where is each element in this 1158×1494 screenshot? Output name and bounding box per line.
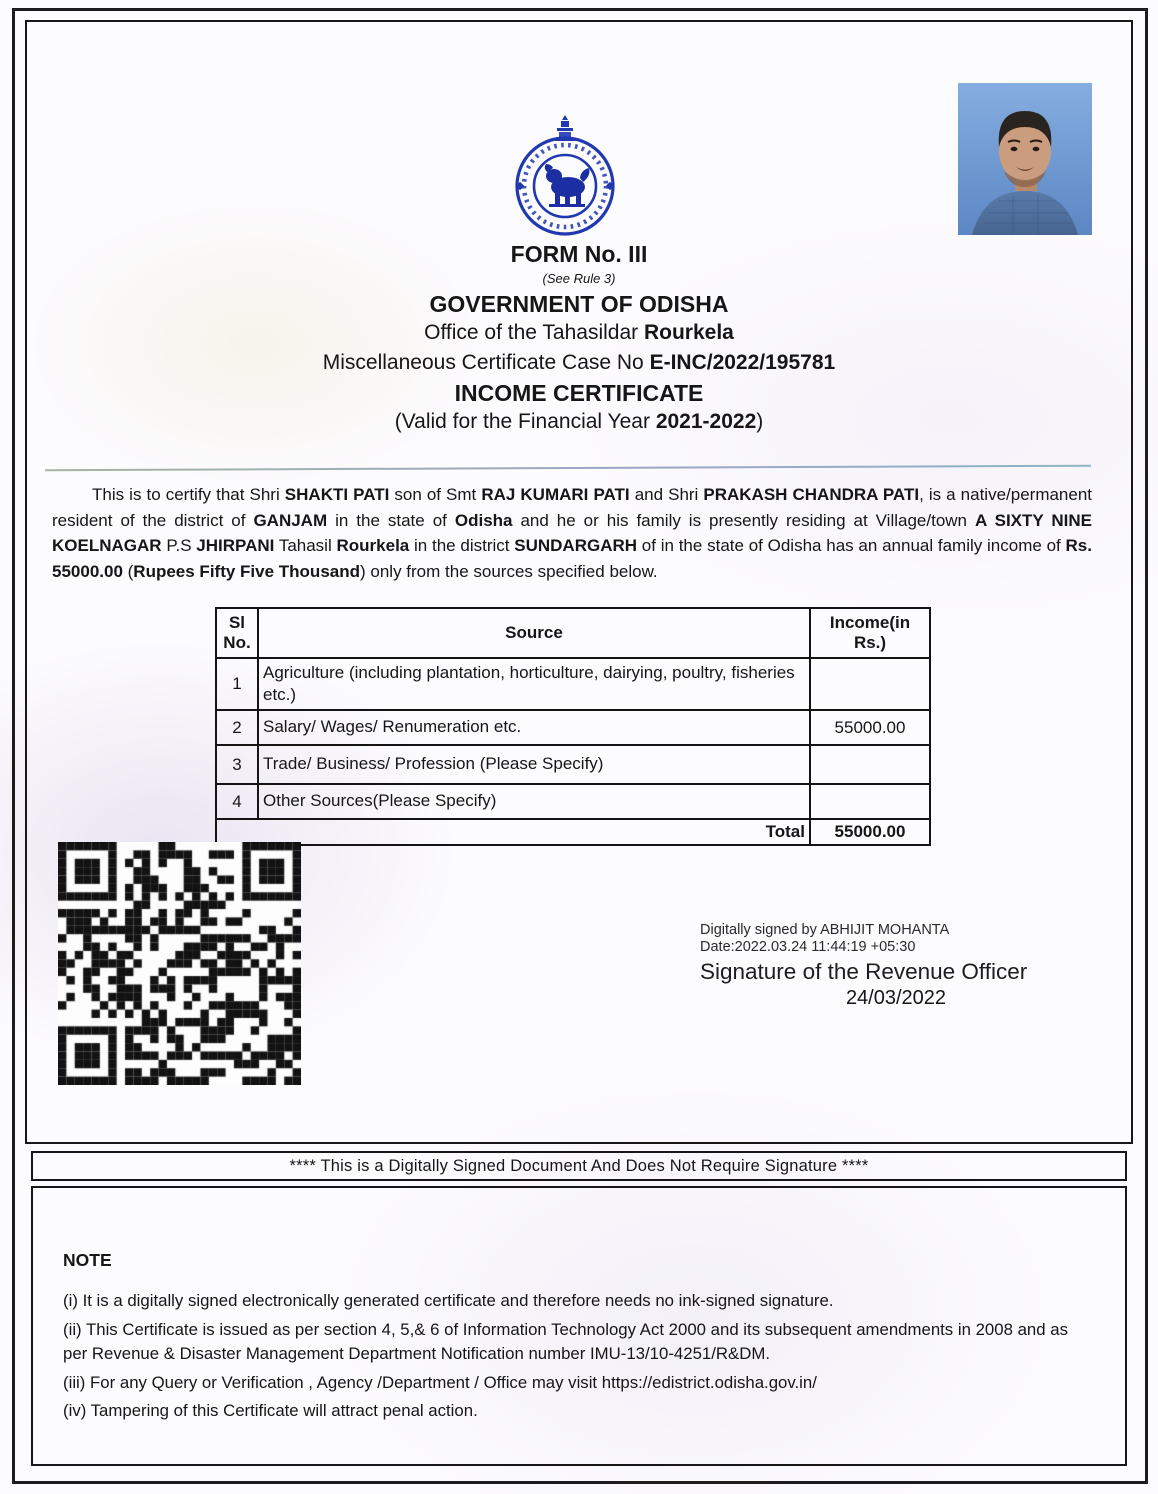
- certify-bold-value: A SIXTY NINE KOELNAGAR: [52, 510, 1093, 555]
- note-item: (i) It is a digitally signed electronically generated certificate and therefore needs no ink-signed signature.: [63, 1291, 834, 1310]
- certify-paragraph: [52, 482, 1092, 584]
- note-box: [31, 1186, 1127, 1466]
- certify-bold-value: PRAKASH CHANDRA PATI: [703, 485, 920, 504]
- certify-bold-value: Rupees Fifty Five Thousand: [133, 561, 360, 581]
- certify-text: P.S: [161, 536, 197, 555]
- table-header-row: [216, 608, 930, 658]
- certify-bold-value: SHAKTI PATI: [284, 485, 390, 504]
- note-item: (ii) This Certificate is issued as per section 4, 5,& 6 of Information Technology Act 2000 and its subsequent amendments in 2008 and as per Revenue & Disaster Management Department Notification number IMU-13/10-4251/R&DM.: [63, 1319, 1068, 1363]
- row-source: Salary/ Wages/ Renumeration etc.: [258, 710, 810, 745]
- case-number-value: E-INC/2022/195781: [649, 351, 836, 374]
- row-income: [810, 658, 930, 710]
- certify-bold-value: JHIRPANI: [196, 536, 275, 555]
- certify-bold-value: Rourkela: [336, 536, 410, 555]
- row-source: Other Sources(Please Specify): [258, 784, 810, 819]
- banner-text: **** This is a Digitally Signed Document And Does Not Require Signature ****: [289, 1156, 869, 1175]
- table-row: [216, 710, 930, 745]
- total-value: 55000.00: [810, 819, 930, 845]
- certificate-title: INCOME CERTIFICATE: [454, 380, 704, 406]
- note-item: (iii) For any Query or Verification , Agency /Department / Office may visit https://edistrict.odisha.gov.in/: [63, 1372, 817, 1392]
- digital-signature-signer: Digitally signed by ABHIJIT MOHANTA: [700, 922, 950, 938]
- certify-text: ) only from the sources specified below.: [360, 561, 658, 581]
- signature-date: 24/03/2022: [845, 987, 947, 1009]
- validity-label: (Valid for the Financial Year: [394, 410, 656, 433]
- certify-text: of in the state of Odisha has an annual family income of: [637, 536, 1066, 555]
- table-total-row: [216, 819, 930, 845]
- form-number: FORM No. III: [510, 241, 648, 267]
- validity-line: [0, 411, 1158, 432]
- row-source: Agriculture (including plantation, horticulture, dairying, poultry, fisheries etc.): [258, 658, 810, 710]
- note-heading: NOTE: [63, 1250, 112, 1270]
- table-row: [216, 784, 930, 819]
- row-sl: 3: [216, 745, 258, 784]
- row-source: Trade/ Business/ Profession (Please Specify): [258, 745, 810, 784]
- certify-text: in the state of: [327, 510, 455, 530]
- office-label: Office of the Tahasildar: [424, 321, 644, 344]
- certify-text: (: [122, 561, 134, 581]
- row-income: [810, 745, 930, 784]
- row-income: [810, 784, 930, 819]
- certify-text: son of Smt: [389, 485, 482, 504]
- case-line: [0, 352, 1158, 373]
- certify-bold-value: GANJAM: [253, 510, 328, 530]
- header-source: Source: [258, 608, 810, 658]
- digitally-signed-banner: [31, 1151, 1127, 1181]
- applicant-photo: [958, 83, 1092, 235]
- verification-qr-code: [58, 842, 301, 1085]
- row-sl: 1: [216, 658, 258, 710]
- validity-suffix: ): [756, 410, 764, 433]
- signature-block: [700, 922, 1092, 1010]
- total-label: Total: [216, 819, 810, 845]
- rule-reference: (See Rule 3): [542, 271, 616, 286]
- row-sl: 4: [216, 784, 258, 819]
- certificate-header: [0, 243, 1158, 441]
- certify-bold-value: Rs. 55000.00: [52, 536, 1092, 581]
- digital-signature-timestamp: Date:2022.03.24 11:44:19 +05:30: [700, 939, 916, 955]
- certify-text: , is a native/permanent resident of the district of: [52, 485, 1093, 530]
- office-line: [0, 322, 1158, 343]
- row-sl: 2: [216, 710, 258, 745]
- signature-title: Signature of the Revenue Officer: [700, 959, 1028, 984]
- certify-bold-value: SUNDARGARH: [514, 536, 638, 555]
- note-item: (iv) Tampering of this Certificate will attract penal action.: [63, 1401, 478, 1420]
- certify-text: and he or his family is presently residing at Village/town: [512, 510, 975, 530]
- income-sources-table: [215, 607, 931, 846]
- office-place-value: Rourkela: [643, 321, 734, 344]
- government-title: GOVERNMENT OF ODISHA: [429, 291, 729, 317]
- certify-bold-value: Odisha: [454, 510, 513, 530]
- case-label: Miscellaneous Certificate Case No: [322, 351, 650, 374]
- certify-text: and Shri: [629, 485, 704, 504]
- certify-text: Tahasil: [274, 536, 337, 555]
- certify-text: This is to certify that Shri: [92, 485, 285, 504]
- table-row: [216, 658, 930, 710]
- certify-bold-value: RAJ KUMARI PATI: [481, 485, 630, 504]
- certify-text: in the district: [409, 536, 515, 555]
- validity-year-value: 2021-2022: [655, 410, 757, 433]
- header-sl-no: Sl No.: [216, 608, 258, 658]
- row-income: 55000.00: [810, 710, 930, 745]
- table-row: [216, 745, 930, 784]
- odisha-state-seal-icon: [505, 110, 625, 238]
- header-income: Income(in Rs.): [810, 608, 930, 658]
